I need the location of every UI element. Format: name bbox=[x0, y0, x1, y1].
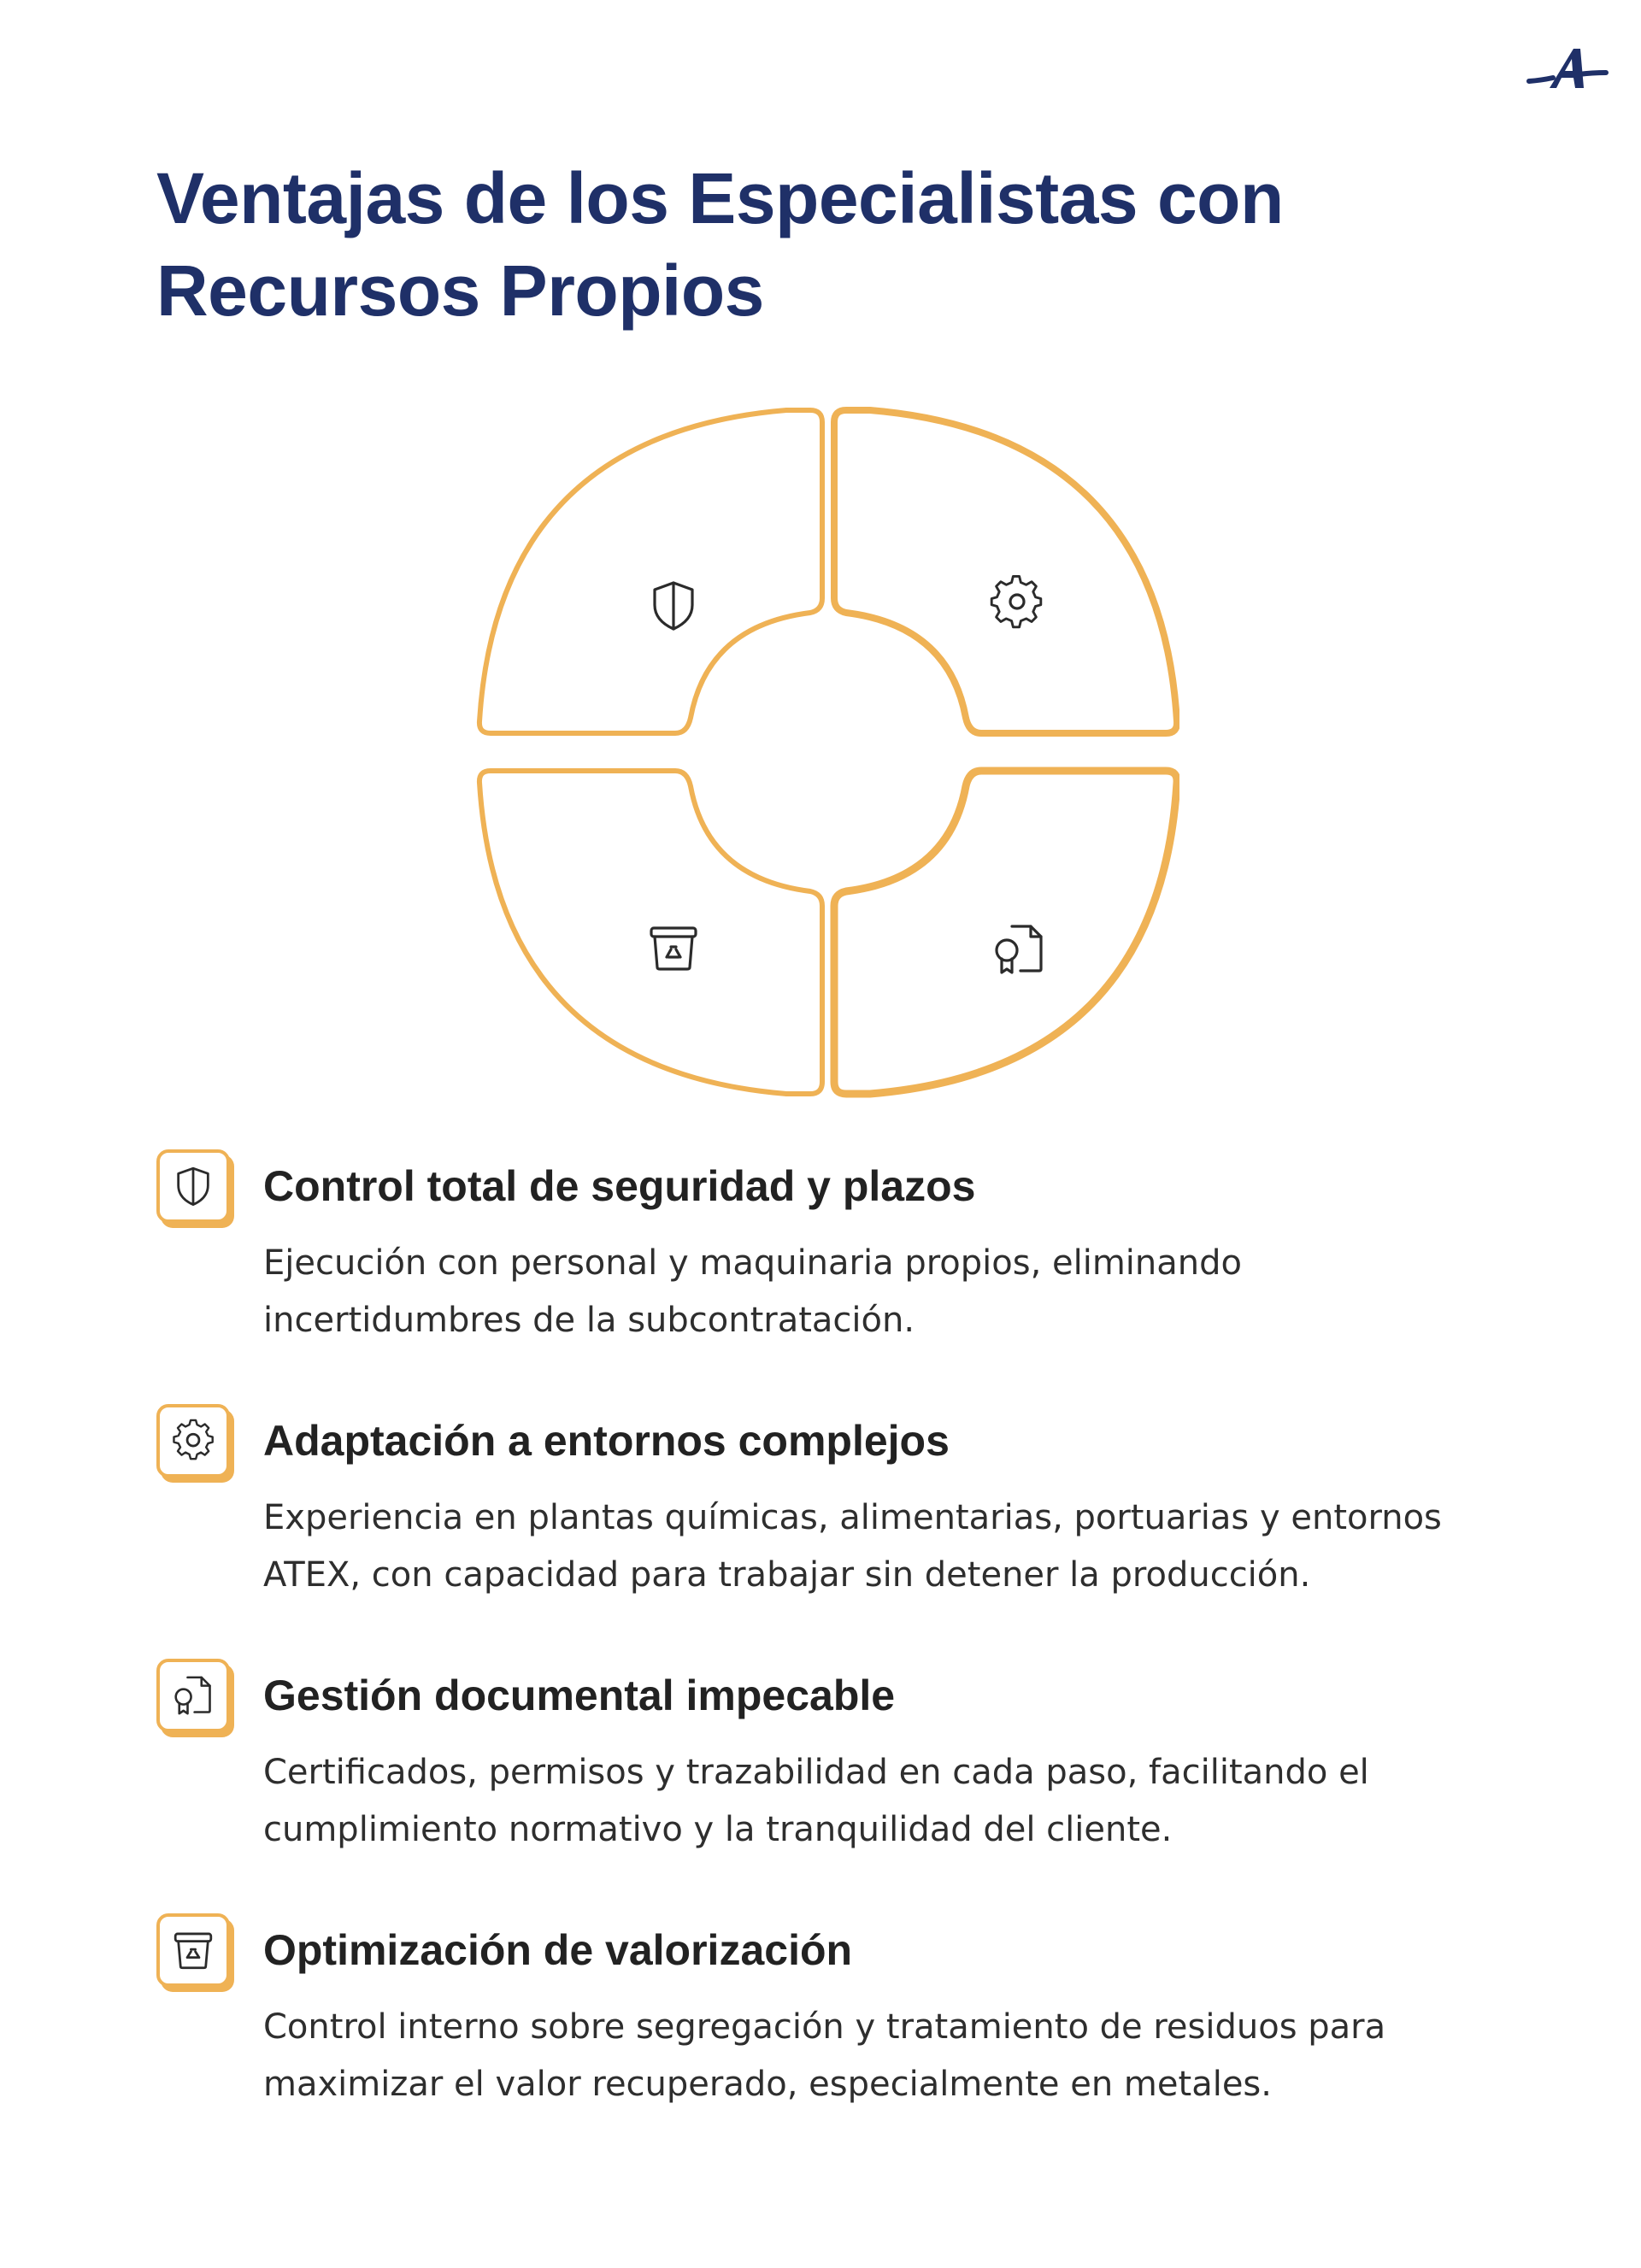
item-icon-badge bbox=[156, 1149, 230, 1223]
ring-segment-top-left bbox=[479, 410, 822, 733]
item-icon-badge bbox=[156, 1659, 230, 1732]
advantages-list bbox=[156, 1149, 1490, 2168]
item-title: Control total de seguridad y plazos bbox=[263, 1162, 976, 1210]
gear-icon bbox=[171, 1419, 215, 1463]
ring-segment-bottom-right bbox=[834, 771, 1177, 1094]
item-description: Control interno sobre segregación y tratamiento de residuos para maximizar el valor recuperado, especialmente en metales. bbox=[263, 2007, 1386, 2104]
list-item bbox=[156, 1913, 1490, 2168]
item-icon-badge bbox=[156, 1404, 230, 1478]
ring-segment-top-right bbox=[834, 410, 1177, 733]
item-description: Experiencia en plantas químicas, alimentarias, portuarias y entornos ATEX, con capacidad para trabajar sin detener la producción. bbox=[263, 1498, 1442, 1595]
list-item bbox=[156, 1659, 1490, 1913]
company-logo bbox=[1524, 44, 1609, 95]
recycle-bin-icon bbox=[171, 1928, 215, 1972]
item-title: Adaptación a entornos complejos bbox=[263, 1417, 950, 1465]
item-description: Ejecución con personal y maquinaria propios, eliminando incertidumbres de la subcontratación. bbox=[263, 1243, 1242, 1340]
item-title: Gestión documental impecable bbox=[263, 1672, 896, 1719]
item-icon-badge bbox=[156, 1913, 230, 1987]
certificate-document-icon bbox=[171, 1673, 215, 1718]
list-item bbox=[156, 1149, 1490, 1404]
advantages-ring-diagram bbox=[462, 393, 1179, 1111]
list-item bbox=[156, 1404, 1490, 1659]
shield-icon bbox=[171, 1164, 215, 1208]
page-title: Ventajas de los Especialistas con Recursos Propios bbox=[156, 158, 1284, 331]
item-description: Certificados, permisos y trazabilidad en cada paso, facilitando el cumplimiento normativo y la tranquilidad del cliente. bbox=[263, 1753, 1369, 1849]
item-title: Optimización de valorización bbox=[263, 1926, 853, 1974]
